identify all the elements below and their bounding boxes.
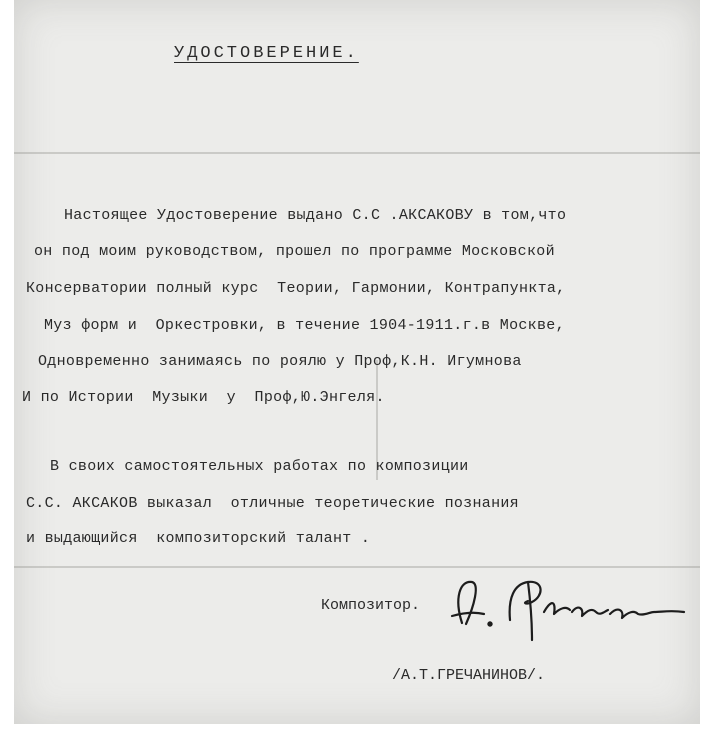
paragraph2-line: и выдающийся композиторский талант . (26, 530, 371, 547)
paragraph2-line: С.С. АКСАКОВ выказал отличные теоретические познания (26, 495, 519, 512)
handwritten-signature (432, 568, 692, 648)
signatory-name: /А.Т.ГРЕЧАНИНОВ/. (392, 667, 546, 684)
paragraph1-line: Консерватории полный курс Теории, Гармонии, Контрапункта, (26, 280, 566, 297)
signature-label: Композитор. (321, 597, 421, 614)
paper-fold (14, 152, 700, 154)
paragraph1-line: он под моим руководством, прошел по программе Московской (34, 243, 555, 260)
paragraph2-line: В своих самостоятельных работах по композиции (50, 458, 469, 475)
paragraph1-line: Одновременно занимаясь по роялю у Проф,К.Н. Игумнова (38, 353, 522, 370)
paragraph1-line: Настоящее Удостоверение выдано С.С .АКСАКОВУ в том,что (64, 207, 567, 224)
document-title: УДОСТОВЕРЕНИЕ. (174, 44, 359, 63)
paragraph1-line: Муз форм и Оркестровки, в течение 1904-1911.г.в Москве, (44, 317, 565, 334)
paragraph1-line: И по Истории Музыки у Проф,Ю.Энгеля. (22, 389, 385, 406)
